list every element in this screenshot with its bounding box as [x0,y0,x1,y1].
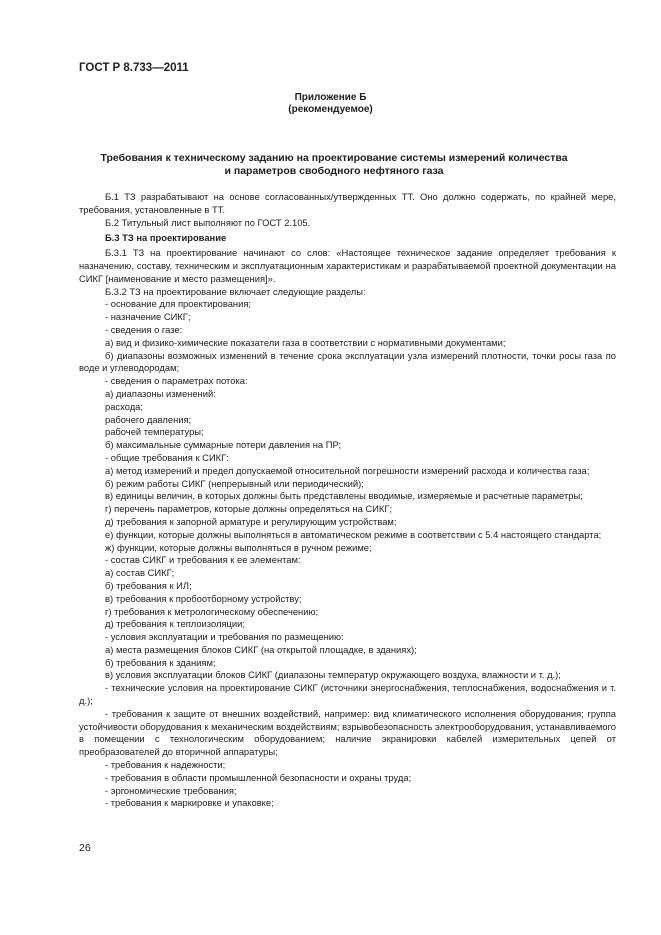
appendix-heading [0,92,661,116]
list-item: а) диапазоны изменений: [105,387,216,399]
title-line-2: и параметров свободного нефтяного газа [224,165,444,177]
list-item: в) единицы величин, в которых должны быть представлены вводимые, измеряемые и расчетные параметры; [105,490,583,502]
page-number: 26 [79,842,91,854]
document-body [79,191,616,810]
list-item: г) требования к метрологическому обеспечению; [105,605,319,617]
section-heading: Б.3 ТЗ на проектирование [105,232,227,244]
list-item: расхода; [105,400,143,412]
list-item: б) режим работы СИКГ (непрерывный или периодический); [105,477,364,489]
list-item: - эргономические требования; [105,784,237,796]
appendix-subtitle: (рекомендуемое) [288,104,373,115]
list-item: а) вид и физико-химические показатели газа в соответствии с нормативными документами; [105,336,506,348]
list-item: д) требования к теплоизоляции; [105,618,245,630]
list-item: - требования в области промышленной безопасности и охраны труда; [105,771,412,783]
list-item: г) перечень параметров, которые должны определяться на СИКГ; [105,503,393,515]
list-item: е) функции, которые должны выполняться в автоматическом режиме в соответствии с 5.4 настоящего стандарта; [105,528,602,540]
paragraph: Б.3.2 ТЗ на проектирование включает следующие разделы: [105,285,366,297]
list-item: - технические условия на проектирование СИКГ (источники энергоснабжения, теплоснабжения, водоснабжения и т. д.); [79,682,616,707]
list-item: в) условия эксплуатации блоков СИКГ (диапазоны температур окружающего воздуха, влажности и т. д.); [105,669,561,681]
paragraph: Б.3.1 ТЗ на проектирование начинают со слов: «Настоящее техническое задание определяет требования к назначению, составу, техническим и эксплуатационным характеристикам и разрабатываемой проектной документации на СИКГ [наименование и место размещения]». [79,247,616,284]
list-item: - требования к надежности; [105,759,226,771]
paragraph: Б.1 ТЗ разрабатывают на основе согласованных/утвержденных ТТ. Оно должно содержать, по крайней мере, требования, установленные в ТТ. [79,191,616,215]
list-item: а) состав СИКГ; [105,567,175,579]
list-item: - сведения о параметрах потока: [105,375,248,387]
list-item: - сведения о газе: [105,323,183,335]
list-item: - требования к защите от внешних воздействий, например: вид климатического исполнения оборудования; группа устойчивости оборудования к механическим воздействиям; взрывобезопасность электрооборудования, устанавливаемого в помещении с технологическим оборудованием; наличие экранировки кабелей измерительных цепей от преобразователей до вторичной аппаратуры; [79,707,616,758]
list-item: б) требования к зданиям; [105,656,216,668]
list-item: - условия эксплуатации и требования по размещению: [105,631,344,643]
list-item: - состав СИКГ и требования к ее элементам: [105,554,301,566]
list-item: - основание для проектирования; [105,298,252,310]
list-item: рабочей температуры; [105,426,204,438]
list-item: б) требования к ИЛ; [105,579,192,591]
list-item: рабочего давления; [105,413,192,425]
appendix-title: Приложение Б [294,92,367,103]
list-item: а) места размещения блоков СИКГ (на открытой площадке, в зданиях); [105,643,417,655]
list-item: ж) функции, которые должны выполняться в ручном режиме; [105,541,372,553]
list-item: - общие требования к СИКГ: [105,451,229,463]
title-line-1: Требования к техническому заданию на проектирование системы измерений количества [100,152,568,164]
paragraph: Б.2 Титульный лист выполняют по ГОСТ 2.105. [105,216,311,228]
list-item: в) требования к пробоотборному устройству; [105,592,302,604]
list-item: - требования к маркировке и упаковке; [105,797,274,809]
list-item: б) диапазоны возможных изменений в течение срока эксплуатации узла измерений плотности, точки росы газа по воде и углеводородам; [79,349,616,374]
document-title [79,152,589,178]
list-item: д) требования к запорной арматуре и регулирующим устройствам; [105,515,397,527]
list-item: - назначение СИКГ; [105,311,191,323]
standard-header: ГОСТ Р 8.733—2011 [79,62,189,74]
list-item: а) метод измерений и предел допускаемой относительной погрешности измерений расхода и количества газа; [105,464,590,476]
list-item: б) максимальные суммарные потери давления на ПР; [105,439,342,451]
